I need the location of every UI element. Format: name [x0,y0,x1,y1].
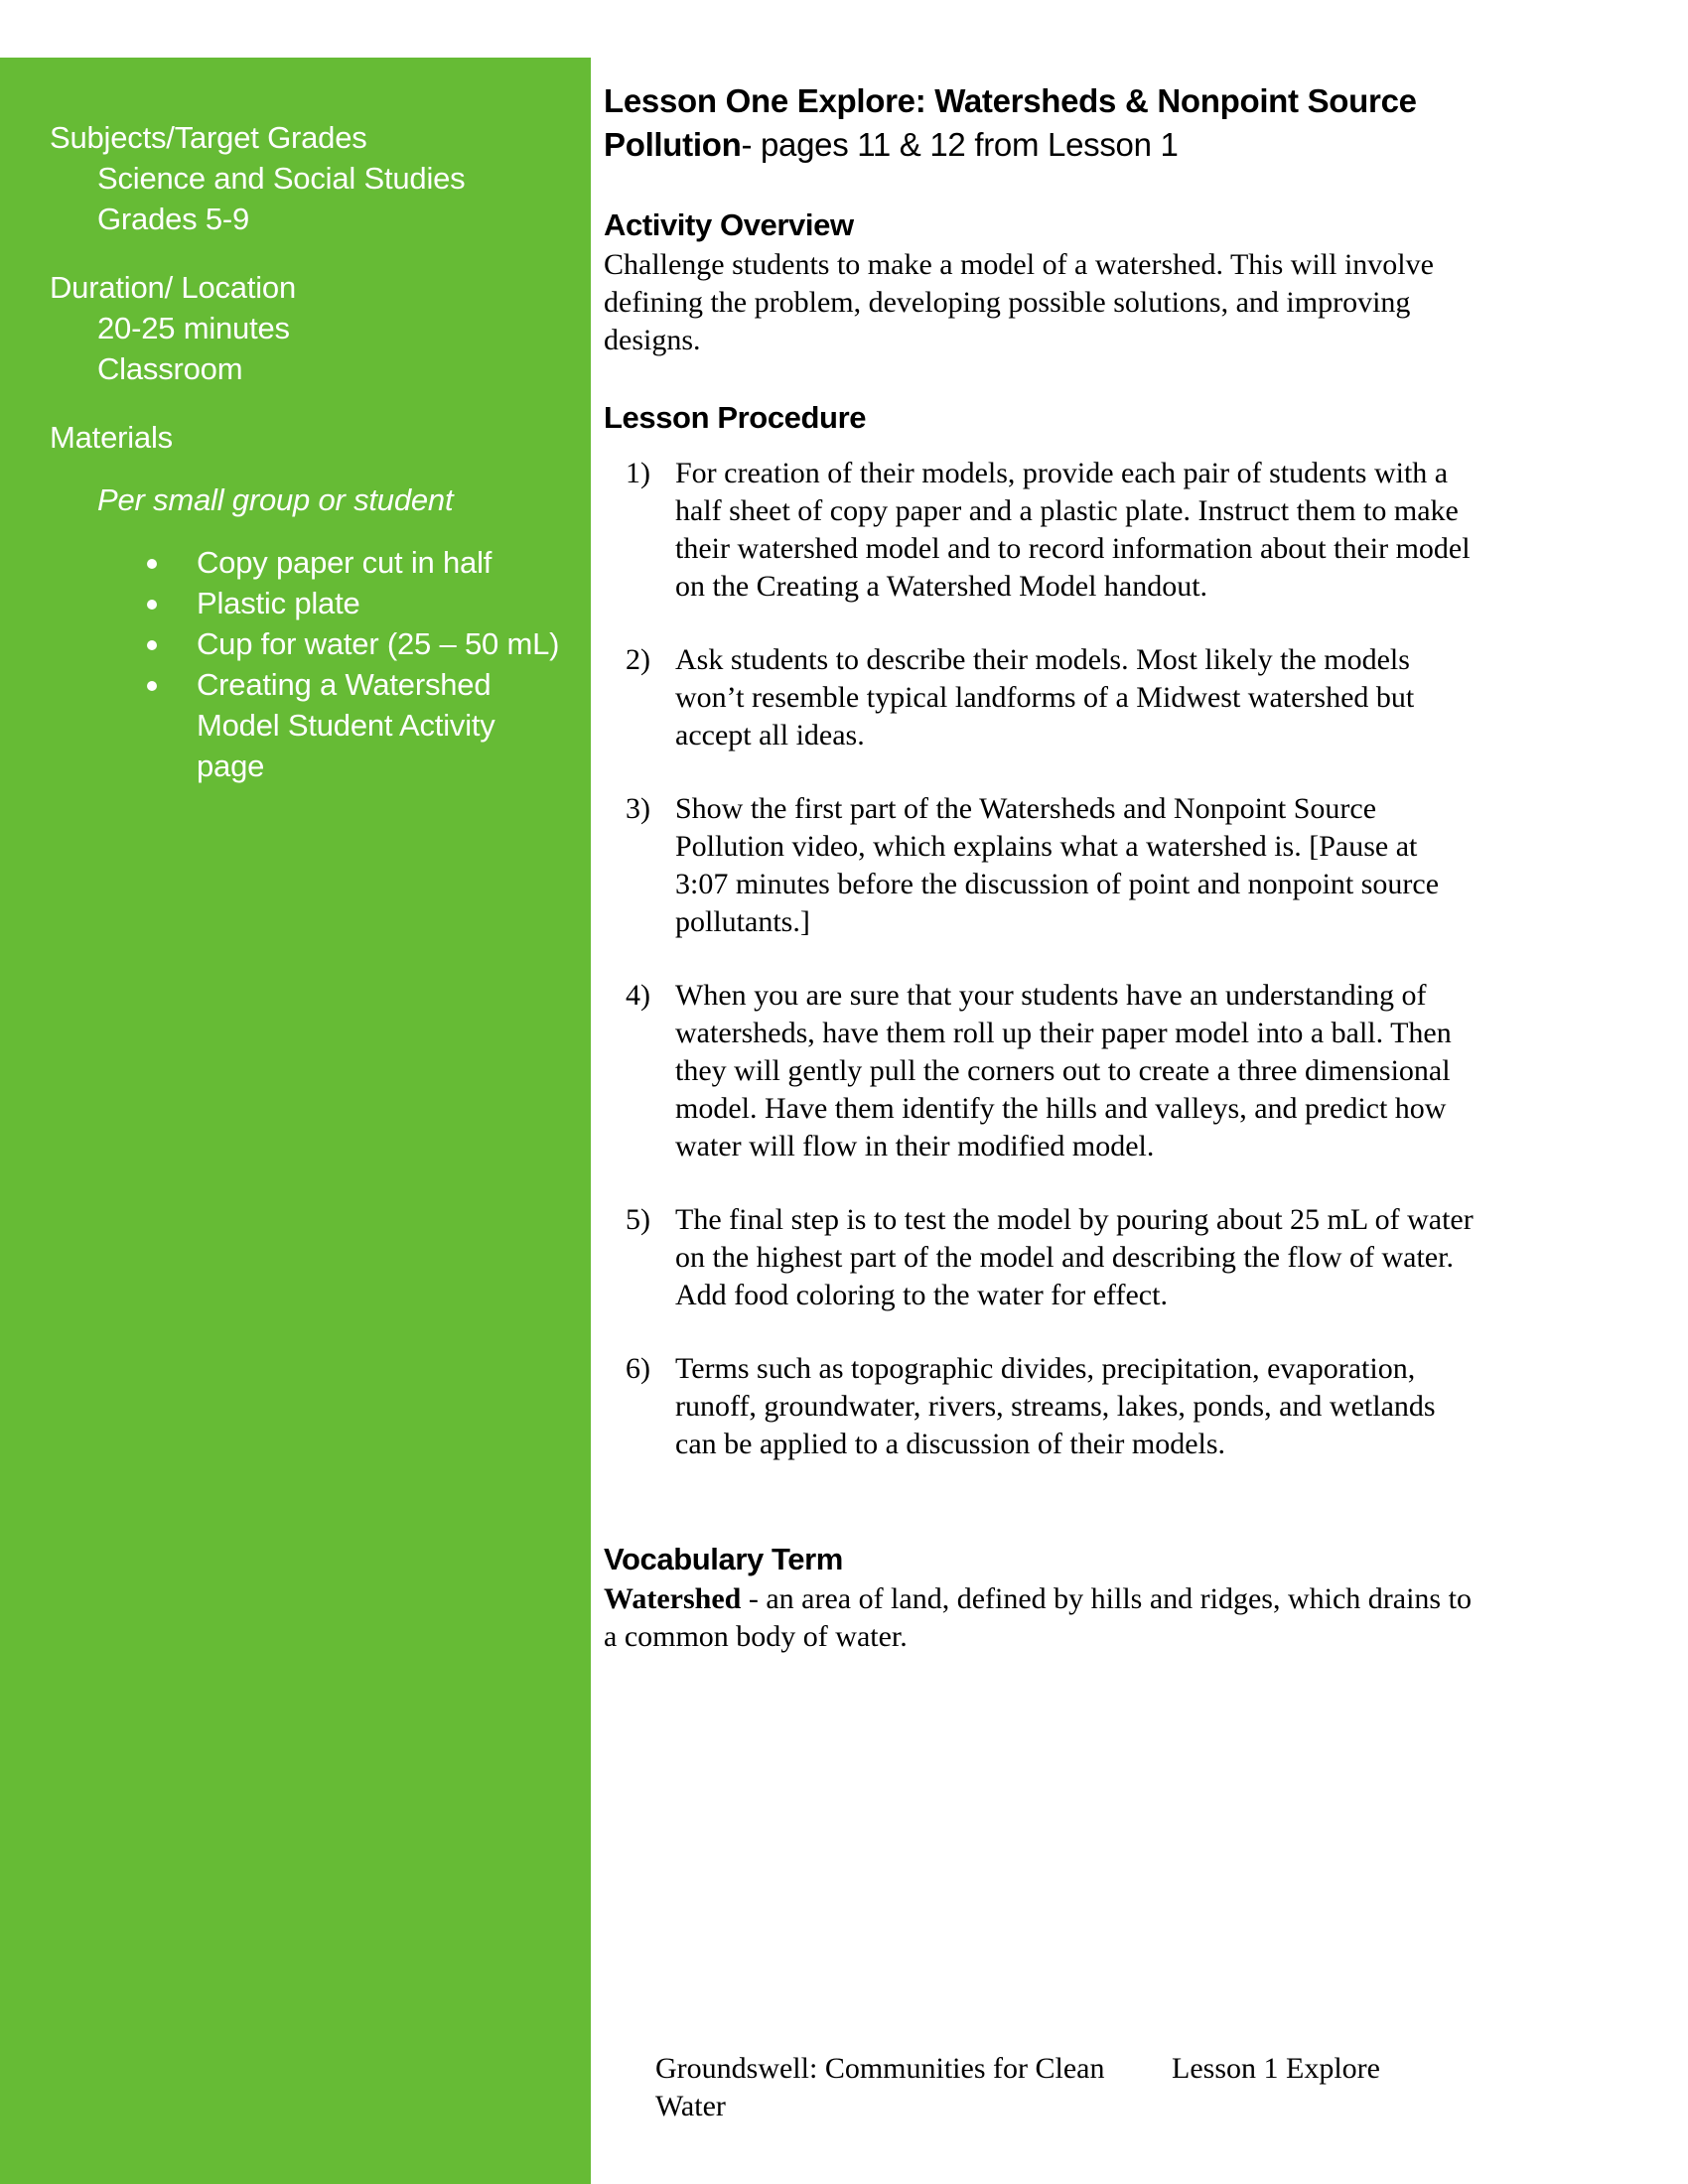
procedure-step [604,790,1477,941]
step-number: 2) [626,643,650,676]
page-footer [655,2050,1648,2125]
main-content [604,79,1477,1656]
list-item [50,664,567,786]
step-number: 4) [626,979,650,1012]
step-number: 5) [626,1203,650,1236]
sidebar-heading-subjects: Subjects/Target Grades [50,120,367,155]
procedure-step [604,455,1477,606]
step-text: Show the first part of the Watersheds and Nonpoint Source Pollution video, which explains what a watershed is. [Pause at 3:07 minutes before the discussion of point and nonpoint source pollutants.] [675,792,1440,938]
heading-activity-overview: Activity Overview [604,207,854,242]
bullet-icon [147,681,157,691]
sidebar-duration-line-2: Classroom [97,351,243,386]
sidebar-duration-line-1: 20-25 minutes [97,311,290,345]
list-item [50,583,567,623]
step-text: Ask students to describe their models. Most likely the models won’t resemble typical landforms of a Midwest watershed but accept all ideas. [675,643,1415,751]
page-title [604,79,1477,167]
procedure-step [604,1201,1477,1314]
step-number: 1) [626,457,650,489]
material-label: Plastic plate [197,586,360,620]
sidebar-materials-list [50,542,567,786]
sidebar-info-panel [0,58,591,2184]
sidebar-heading-duration: Duration/ Location [50,270,297,305]
vocabulary-definition-text: - an area of land, defined by hills and ridges, which drains to a common body of water. [604,1582,1472,1653]
sidebar-subjects-line-2: Grades 5-9 [97,202,250,236]
heading-lesson-procedure: Lesson Procedure [604,400,867,435]
sidebar-section-duration [0,267,591,389]
activity-overview-text: Challenge students to make a model of a watershed. This will involve defining the problem, developing possible solutions, and improving designs. [604,248,1434,356]
lesson-procedure-list [604,455,1477,1463]
step-number: 6) [626,1352,650,1385]
sidebar-section-subjects [0,117,591,239]
material-label: Creating a Watershed Model Student Activity page [197,667,495,783]
procedure-step [604,977,1477,1165]
vocabulary-term-word: Watershed [604,1582,742,1615]
sidebar-subjects-line-1: Science and Social Studies [97,161,466,196]
sidebar-heading-materials: Materials [50,420,173,455]
vocabulary-definition [604,1580,1477,1656]
step-text: Terms such as topographic divides, precipitation, evaporation, runoff, groundwater, rivers, streams, lakes, ponds, and wetlands can be applied to a discussion of their models. [675,1352,1436,1460]
list-item [50,542,567,583]
step-text: For creation of their models, provide each pair of students with a half sheet of copy paper and a plastic plate. Instruct them to make their watershed model and to record information about their model on the Creating a Watershed Model handout. [675,457,1471,603]
footer-program-name: Groundswell: Communities for Clean Water [655,2052,1105,2122]
sidebar-section-materials [0,417,591,786]
bullet-icon [147,600,157,610]
bullet-icon [147,559,157,569]
step-text: The final step is to test the model by pouring about 25 mL of water on the highest part of the model and describing the flow of water. Add food coloring to the water for effect. [675,1203,1474,1311]
step-number: 3) [626,792,650,825]
page-title-bold: Lesson One Explore: Watersheds & Nonpoint Source Pollution [604,82,1417,163]
sidebar-materials-subheading: Per small group or student [97,482,454,517]
procedure-step [604,1350,1477,1463]
page-title-subtitle: - pages 11 & 12 from Lesson 1 [741,126,1179,163]
material-label: Copy paper cut in half [197,545,492,580]
heading-vocabulary-term: Vocabulary Term [604,1542,843,1576]
procedure-step [604,641,1477,754]
material-label: Cup for water (25 – 50 mL) [197,626,560,661]
list-item [50,623,567,664]
step-text: When you are sure that your students have an understanding of watersheds, have them roll up their paper model into a ball. Then they will gently pull the corners out to create a three dimensional model. Have them identify the hills and valleys, and predict how water will flow in their modified model. [675,979,1452,1162]
footer-lesson-label: Lesson 1 Explore [1172,2052,1380,2085]
bullet-icon [147,640,157,650]
